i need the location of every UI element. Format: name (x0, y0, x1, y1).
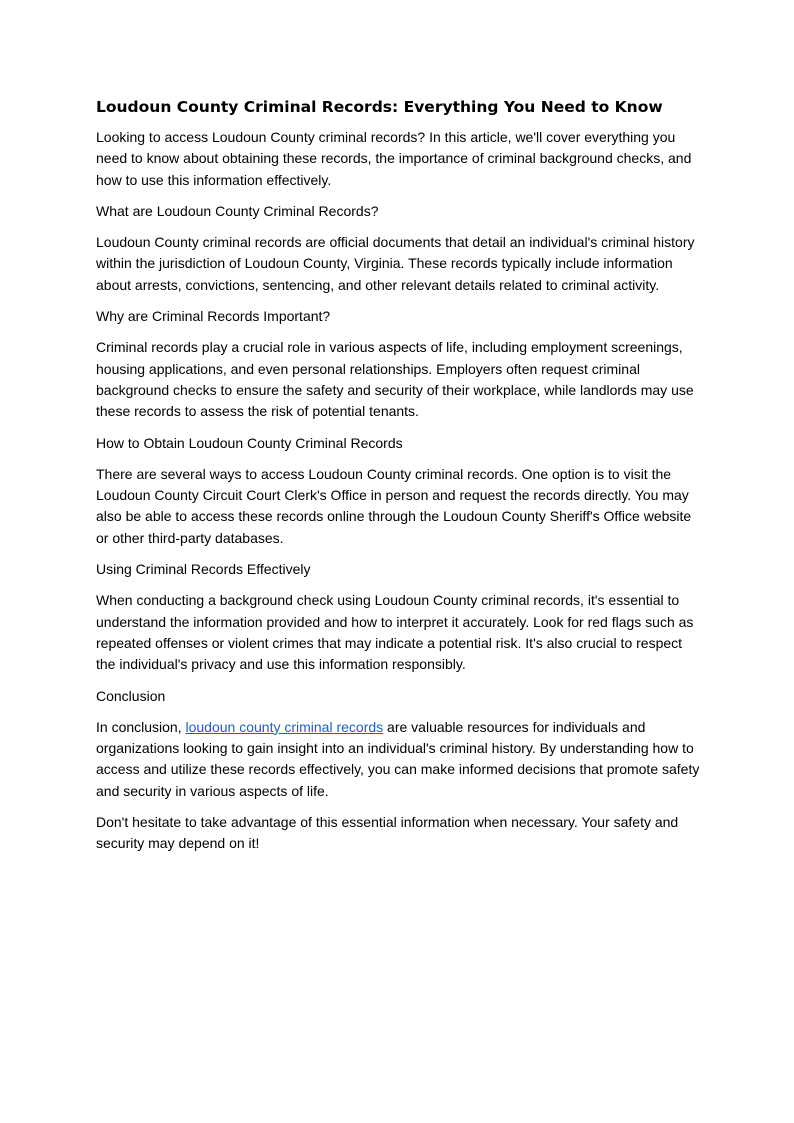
conclusion-lead: In conclusion, (96, 718, 186, 735)
section-body-how: There are several ways to access Loudoun County criminal records. One option is to visit the Loudoun County Circuit Court Clerk's Office in person and request the records directly. You may also be able to access these records online through the Loudoun County Sheriff's Office website or other third-party databases. (96, 465, 692, 546)
section-body-why: Criminal records play a crucial role in various aspects of life, including employment screenings, housing applications, and even personal relationships. Employers often request criminal background checks to ensure the safety and security of their workplace, while landlords may use these records to assess the risk of potential tenants. (96, 339, 694, 420)
section-body-what: Loudoun County criminal records are official documents that detail an individual's criminal history within the jurisdiction of Loudoun County, Virginia. These records typically include information about arrests, convictions, sentencing, and other relevant details related to criminal activity. (96, 234, 695, 293)
section-body-using: When conducting a background check using Loudoun County criminal records, it's essential to understand the information provided and how to interpret it accurately. Look for red flags such as repeated offenses or violent crimes that may indicate a potential risk. It's also crucial to respect the individual's privacy and use this information responsibly. (96, 592, 694, 673)
document-title: Loudoun County Criminal Records: Everything You Need to Know (96, 98, 663, 116)
section-heading-using: Using Criminal Records Effectively (96, 561, 311, 578)
section-heading-what: What are Loudoun County Criminal Records? (96, 202, 379, 219)
conclusion-paragraph (96, 717, 700, 802)
conclusion-heading: Conclusion (96, 687, 166, 704)
intro-paragraph: Looking to access Loudoun County criminal records? In this article, we'll cover everything you need to know about obtaining these records, the importance of criminal background checks, and how to use this information effectively. (96, 129, 692, 188)
section-heading-how: How to Obtain Loudoun County Criminal Records (96, 434, 403, 451)
criminal-records-link[interactable]: loudoun county criminal records (185, 718, 384, 735)
closing-paragraph: Don't hesitate to take advantage of this essential information when necessary. Your safety and security may depend on it! (96, 814, 679, 852)
section-heading-why: Why are Criminal Records Important? (96, 308, 331, 325)
document-page (96, 96, 700, 865)
conclusion-rest: are valuable resources for individuals and organizations looking to gain insight into an individual's criminal history. By understanding how to access and utilize these records effectively, you can make informed decisions that promote safety and security in various aspects of life. (96, 718, 700, 799)
